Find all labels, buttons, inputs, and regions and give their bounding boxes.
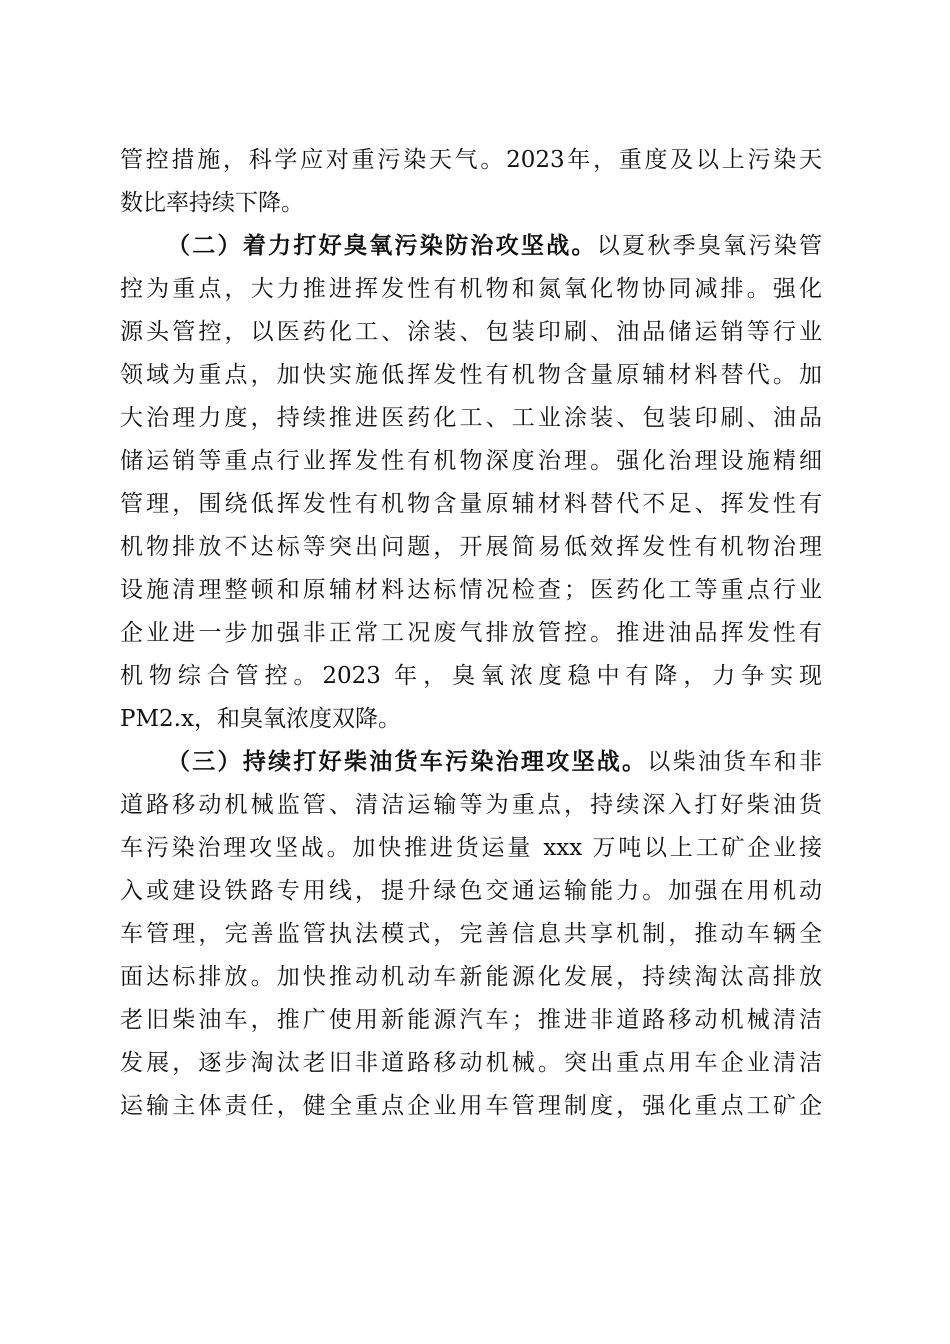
paragraph-line: 车管理，完善监管执法模式，完善信息共享机制，推动车辆全 bbox=[120, 921, 822, 947]
paragraph-line: 控为重点，大力推进挥发性有机物和氮氧化物协同减排。强化 bbox=[120, 276, 822, 302]
paragraph-line: 管理，围绕低挥发性有机物含量原辅材料替代不足、挥发性有 bbox=[120, 491, 822, 517]
section-2-first-line-text: 以夏秋季臭氧污染管 bbox=[596, 233, 823, 259]
paragraph-line: 道路移动机械监管、清洁运输等为重点，持续深入打好柴油货 bbox=[120, 792, 822, 818]
paragraph-line: 老旧柴油车，推广使用新能源汽车；推进非道路移动机械清洁 bbox=[120, 1007, 822, 1033]
paragraph-line: 运输主体责任，健全重点企业用车管理制度，强化重点工矿企 bbox=[120, 1093, 822, 1119]
paragraph-line: 数比率持续下降。 bbox=[120, 190, 304, 216]
section-3-heading: （三）持续打好柴油货车污染治理攻坚战。 bbox=[167, 749, 648, 775]
section-2-first-line bbox=[167, 225, 822, 268]
paragraph-line: 设施清理整顿和原辅材料达标情况检查；医药化工等重点行业 bbox=[120, 577, 822, 603]
paragraph-line: 管控措施，科学应对重污染天气。2023年，重度及以上污染天 bbox=[120, 147, 822, 173]
paragraph-line: 企业进一步加强非正常工况废气排放管控。推进油品挥发性有 bbox=[120, 620, 822, 646]
paragraph-line: 车污染治理攻坚战。加快推进货运量 xxx 万吨以上工矿企业接 bbox=[120, 835, 822, 861]
paragraph-line: 机物综合管控。2023 年，臭氧浓度稳中有降，力争实现 bbox=[120, 663, 822, 689]
paragraph-line: 领域为重点，加快实施低挥发性有机物含量原辅材料替代。加 bbox=[120, 362, 822, 388]
paragraph-line: 入或建设铁路专用线，提升绿色交通运输能力。加强在用机动 bbox=[120, 878, 822, 904]
paragraph-line: 源头管控，以医药化工、涂装、包装印刷、油品储运销等行业 bbox=[120, 319, 822, 345]
paragraph-line: PM2.x，和臭氧浓度双降。 bbox=[120, 706, 401, 732]
paragraph-line: 大治理力度，持续推进医药化工、工业涂装、包装印刷、油品 bbox=[120, 405, 822, 431]
paragraph-line: 储运销等重点行业挥发性有机物深度治理。强化治理设施精细 bbox=[120, 448, 822, 474]
section-3-first-line bbox=[167, 741, 822, 784]
section-3-first-line-text: 以柴油货车和非 bbox=[647, 749, 823, 775]
section-2-heading: （二）着力打好臭氧污染防治攻坚战。 bbox=[167, 233, 597, 259]
paragraph-line: 发展，逐步淘汰老旧非道路移动机械。突出重点用车企业清洁 bbox=[120, 1050, 822, 1076]
paragraph-line: 机物排放不达标等突出问题，开展简易低效挥发性有机物治理 bbox=[120, 534, 822, 560]
paragraph-line: 面达标排放。加快推动机动车新能源化发展，持续淘汰高排放 bbox=[120, 964, 822, 990]
